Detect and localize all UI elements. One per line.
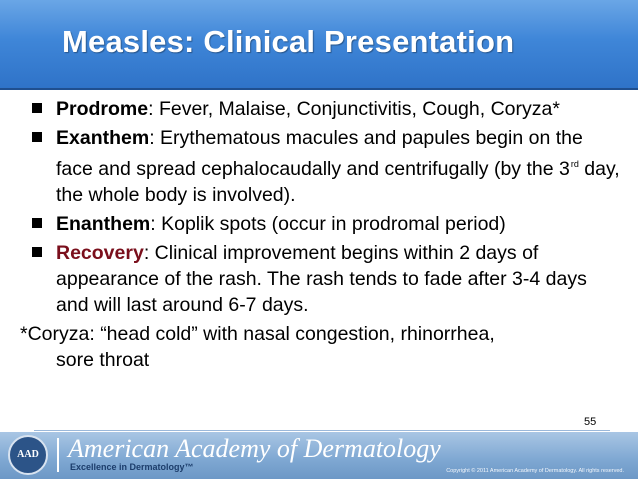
slide-title: Measles: Clinical Presentation xyxy=(62,24,515,59)
slide-content xyxy=(0,96,638,373)
copyright-notice: Copyright © 2011 American Academy of Dermatology. All rights reserved. xyxy=(446,468,624,474)
coryza-footnote xyxy=(0,321,638,373)
organization-name: American Academy of Dermatology xyxy=(68,434,441,463)
square-bullet-icon xyxy=(32,103,42,113)
title-bar xyxy=(0,0,638,90)
bullet-prodrome xyxy=(0,96,638,122)
square-bullet-icon xyxy=(32,247,42,257)
term-enanthem: Enanthem xyxy=(56,213,151,235)
aad-seal-logo xyxy=(8,435,48,475)
footer-band xyxy=(0,432,638,479)
bullet-exanthem xyxy=(0,125,638,208)
bullet-enanthem xyxy=(0,211,638,237)
seal-text: AAD xyxy=(17,449,39,460)
bullet-text-exanthem-part1: : Erythematous macules and papules begin on the face and spread cephalocaudally and centrifugally (by the 3 xyxy=(56,127,583,180)
footnote-line-1: *Coryza: “head cold” with nasal congestion, rhinorrhea, xyxy=(20,323,495,345)
square-bullet-icon xyxy=(32,218,42,228)
ordinal-suffix: rd xyxy=(570,159,579,169)
bullet-text-enanthem: : Koplik spots (occur in prodromal period) xyxy=(150,213,506,235)
term-prodrome: Prodrome xyxy=(56,98,149,120)
bullet-recovery xyxy=(0,240,638,318)
footnote-line-2: sore throat xyxy=(56,349,150,371)
footer-rule xyxy=(34,430,610,431)
term-exanthem: Exanthem xyxy=(56,127,150,149)
bullet-text-recovery: : Clinical improvement begins within 2 days of appearance of the rash. The rash tends to fade after 3-4 days and will last around 6-7 days. xyxy=(56,242,587,316)
bullet-text-prodrome: : Fever, Malaise, Conjunctivitis, Cough, Coryza* xyxy=(148,98,560,120)
footer-divider xyxy=(57,438,59,472)
tagline: Excellence in Dermatology™ xyxy=(70,462,194,472)
square-bullet-icon xyxy=(32,132,42,142)
page-number: 55 xyxy=(584,416,597,428)
bullet-text-exanthem-part2: day, the whole body is involved). xyxy=(56,158,620,206)
term-recovery: Recovery xyxy=(56,242,144,264)
